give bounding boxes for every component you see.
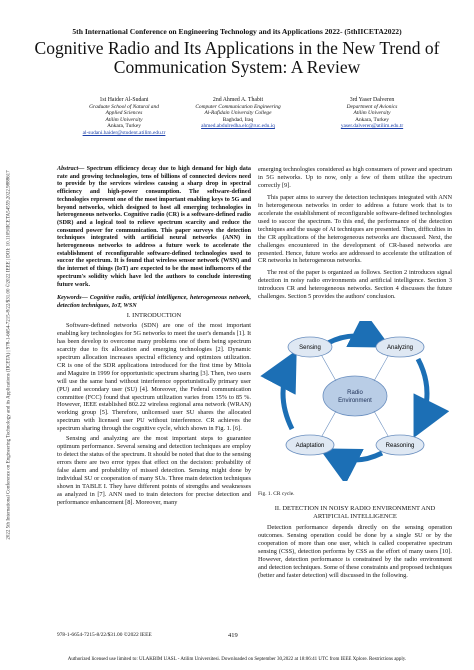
right-column-top	[258, 166, 452, 301]
cycle-arrow	[283, 359, 292, 429]
author-affil-line: Department of Avionics	[346, 103, 398, 110]
doi-side-strip	[1, 95, 17, 615]
author-affil-line: Atilim University	[105, 116, 143, 123]
abstract	[57, 166, 251, 289]
section-2-paragraph-1: Detection performance depends directly on the sensing operation outcomes. Sensing operation could be done by a single SU or by the cooperation of more than one user, which is called cooperative spectrum sensing (CSS), detection performs by CSS as the effort of many users [10]. However, detection performance is constrained by the radio environment and detection techniques. Some of these constraints and proposed techniques (better and faster detection) will discussed in the following.	[258, 523, 452, 579]
figure-caption: Fig. 1. CR cycle.	[258, 491, 295, 497]
author-affil-line: Baghdad, Iraq	[222, 116, 254, 123]
radio-environment-node	[323, 376, 387, 416]
cr-cycle-figure	[258, 321, 452, 481]
keywords	[57, 295, 251, 310]
reasoning-label: Reasoning	[385, 443, 415, 449]
author-email-link[interactable]: yaser.dalveren@atilim.edu.tr	[340, 123, 404, 130]
author-affil-line: Atilim University	[353, 110, 391, 117]
author-affil-line: Ankara, Turkey	[107, 123, 141, 130]
cycle-arrow	[418, 359, 427, 429]
author-block-2	[168, 97, 308, 130]
keywords-text: Cognitive radio, artificial intelligence, heterogeneous network, detection techniques, IoT, WSN	[57, 295, 251, 309]
license-notice: Authorized licensed use limited to: ULAKBIM UASL - Atilim Universitesi. Downloaded on September 30,2022 at 18:06:41 UTC from IEEE Xplore. Restrictions apply.	[67, 657, 407, 662]
abstract-text: Spectrum efficiency decay due to high demand for high data rate and growing technologies, tens of billions of connected devices need to provide by the services wireless causing a sharp drop in spectral efficiency and high-power consumption. The software-defined technologies represent one of the most important enabling keys to 5G and beyond networks, which designed to host all emerging technologies in heterogeneous networks. Cognitive radio (CR) is a software-defined radio (SDR) and a logical tool to relieve spectrum scarcity and reduce the consumed power for communication. This paper surveys the detection techniques integrated with artificial neural networks (ANN) in heterogeneous networks to address a future work to accelerate the establishment of reconfigurable software-defined technologies used to succor the spectrum. It is found that wireless sensor network (WSN) and the internet of things (IoT) are expected to be the most influencers of the spectrum's solidity which have led the authors to conclude interesting future work.	[57, 166, 251, 288]
right-paragraph-organization: The rest of the paper is organized as follows. Section 2 introduces signal detection in noisy radio environments and artificial intelligence. Section 3 introduces CR and heterogeneous networks. Section 4 discusses the future challenges. Section 5 provides the authors' conclusion.	[258, 269, 452, 301]
doi-side-text: 2022 5th International Conference on Engineering Technology and its Applications (IICETA) | 978-1-6654-7215-8/22/$31.00 ©2022 IEEE | DOI: 10.1109/IICETA54559.2022.9888617	[6, 170, 12, 540]
author-block-3	[302, 97, 442, 130]
author-email-link[interactable]: al-sudani.haider@student.atilim.edu.tr	[82, 129, 166, 136]
right-paragraph-aims: This paper aims to survey the detection techniques integrated with ANN in heterogeneous networks in order to address a future work that is to accelerate the establishment of reconfigurable software-defined technologies used to succor the spectrum. To this end, the performance of the detection techniques and the usage of AI techniques are presented. Then, difficulties in the CR applications of the heterogeneous networks are discussed. Next, the challenges encountered in the development of CR-based networks are presented. Hence, future works are addressed to accelerate the utilization of CR networks in heterogeneous networks.	[258, 193, 452, 265]
section-heading-introduction: I. INTRODUCTION	[126, 312, 182, 319]
author-name: 2nd Ahmed A. Thabit	[212, 97, 264, 103]
intro-section	[57, 312, 251, 507]
paper-title: Cognitive Radio and Its Applications in the New Trend of Communication System: A Review	[34, 38, 440, 77]
right-paragraph-continued: emerging technologies considered as high consumers of power and spectrum in 5G networks. Up to now, only a few of them utilize the spectrum correctly [9].	[258, 166, 452, 189]
author-name: 3rd Yaser Dalveren	[349, 97, 395, 103]
author-affil-line: Ankara, Turkey	[355, 116, 389, 123]
author-email-link[interactable]: ahmed.abdulredha.elc@ruc.edu.iq	[201, 123, 275, 130]
adaptation-label: Adaptation	[295, 443, 325, 449]
radio-environment-label: Environment	[338, 398, 372, 404]
page-number: 419	[228, 632, 238, 639]
author-affil-line: Al-Rafidain University College	[204, 110, 272, 117]
author-affil-line: Applied Sciences	[105, 110, 143, 117]
footer-isbn: 978-1-6654-7215-8/22/$31.00 ©2022 IEEE	[57, 632, 152, 638]
abstract-label: Abstract—	[57, 166, 85, 172]
author-name: 1st Haider Al-Sudani	[99, 97, 149, 103]
cycle-arrow	[328, 336, 382, 343]
author-affil-line: Graduate School of Natural and	[89, 103, 159, 110]
cycle-arrow	[328, 453, 382, 460]
conference-header: 5th International Conference on Engineering Technology and its Applications 2022- (5thIICETA2022)	[72, 27, 402, 36]
section-2	[258, 505, 452, 580]
section-heading-2-line1: II. DETECTION IN NOISY RADIO ENVIRONMENT AND	[274, 505, 436, 512]
analyzing-label: Analyzing	[386, 345, 414, 351]
intro-paragraph-2: Sensing and analyzing are the most important steps to guarantee optimum performance. Several sensing and detection techniques are employ to detect the status of the spectrum. It should be noted that due to the sensing errors there are two error types that effect on the decision: probability of false alarm and probability of missed detection. Sensing might done by individual SU or cooperation of many SUs. Three main detection techniques shown in TABLE I. They have different points of strengths and weaknesses as analyzed in [7]. ANN used to train detectors for precise detection and performance enhancement [8]. Moreover, many	[57, 435, 251, 506]
author-affil-line: Computer Communication Engineering	[195, 103, 281, 110]
sensing-label: Sensing	[299, 345, 321, 351]
radio-environment-label: Radio	[347, 390, 363, 396]
section-heading-2-line2: ARTIFICIAL INTELLIGENCE	[313, 512, 397, 520]
intro-paragraph-1: Software-defined networks (SDN) are one of the most important enabling key technologies for 5G networks to meet the user's demands [1]. It has been develop to overcome many problems one of them being spectrum scarcity due to fix allocation and emerging technologies [2]. Dynamic spectrum allocation increases spectral efficiency and optimizes utilization. CR is one of the SDR applications introduced for the first time by Mitola and Maguire in 1999 for opportunistic spectrum sharing [3]. Then, two users will use the same band without interference opportunistically primary user (PU) and secondary user (SU) [4]. Moreover, the Federal communication committee (FCC) found that spectrum utilization varies from 15% to 85 %. However, IEEE established 802.22 wireless regional area network (WRAN) working group [5]. Therefore, unlicensed user SU shares the allocated spectrum with licensed user PU without interference. CR achieves the spectrum sharing through the cognitive cycle, which shown in Fig. 1. [6].	[57, 321, 251, 433]
keywords-label: Keywords—	[57, 295, 88, 301]
